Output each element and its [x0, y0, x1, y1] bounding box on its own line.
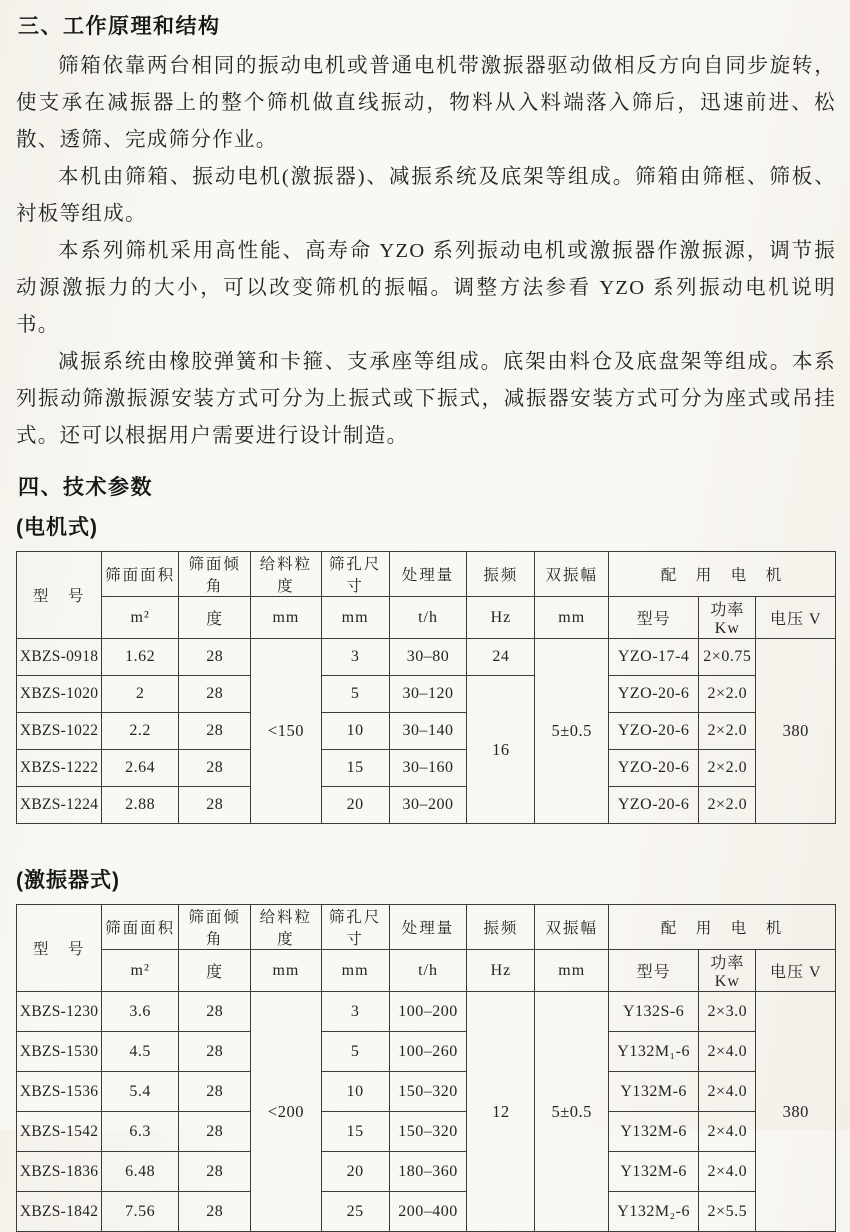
cell-motor-power: 2×4.0 [699, 1152, 756, 1192]
col-header-model: 型 号 [17, 905, 102, 992]
table-row [17, 1192, 836, 1232]
col-header-motor-power: 功率 Kw [699, 950, 756, 992]
cell-model: XBZS-1536 [17, 1072, 102, 1112]
col-header-hole-size: 筛孔尺寸 [321, 552, 389, 597]
table-row [17, 1072, 836, 1112]
cell-angle: 28 [179, 676, 251, 713]
cell-area: 6.48 [102, 1152, 179, 1192]
cell-feed-size-merged: <150 [251, 639, 321, 824]
header-row-1 [17, 905, 836, 950]
cell-hole: 15 [321, 1112, 389, 1152]
col-header-amplitude: 双振幅 [535, 552, 609, 597]
cell-motor-model: Y132M-6 [609, 1072, 699, 1112]
cell-model: XBZS-1542 [17, 1112, 102, 1152]
cell-hole: 20 [321, 1152, 389, 1192]
section3-heading: 三、工作原理和结构 [18, 15, 221, 38]
section4-heading: 四、技术参数 [18, 476, 153, 499]
table-row [17, 676, 836, 713]
col-header-screen-area: 筛面面积 [102, 552, 179, 597]
cell-motor-model: Y132M₂-6 [609, 1192, 699, 1232]
cell-capacity: 30–120 [389, 676, 467, 713]
cell-area: 2.64 [102, 750, 179, 787]
cell-hole: 20 [321, 787, 389, 824]
cell-motor-power: 2×2.0 [699, 750, 756, 787]
cell-motor-power: 2×4.0 [699, 1112, 756, 1152]
col-header-motor-model: 型号 [609, 950, 699, 992]
cell-area: 5.4 [102, 1072, 179, 1112]
col-header-capacity: 处理量 [389, 905, 467, 950]
table-row [17, 787, 836, 824]
cell-frequency: 24 [467, 639, 535, 676]
unit-frequency: Hz [467, 597, 535, 639]
cell-motor-power: 2×2.0 [699, 676, 756, 713]
exciter-type-label: (激振器式) [16, 869, 120, 892]
cell-frequency-merged: 16 [467, 676, 535, 824]
col-header-matched-motor: 配 用 电 机 [609, 552, 836, 597]
cell-area: 7.56 [102, 1192, 179, 1232]
cell-motor-power: 2×5.5 [699, 1192, 756, 1232]
cell-capacity: 30–140 [389, 713, 467, 750]
cell-model: XBZS-1530 [17, 1032, 102, 1072]
cell-capacity: 150–320 [389, 1072, 467, 1112]
cell-angle: 28 [179, 750, 251, 787]
header-row-2 [17, 597, 836, 639]
cell-angle: 28 [179, 639, 251, 676]
paragraph-working-principle: 筛箱依靠两台相同的振动电机或普通电机带激振器驱动做相反方向自同步旋转，使支承在减振器上的整个筛机做直线振动，物料从入料端落入筛后，迅速前进、松散、透筛、完成筛分作业。 [16, 55, 836, 151]
cell-voltage-merged: 380 [756, 639, 836, 824]
cell-model: XBZS-0918 [17, 639, 102, 676]
cell-frequency-merged: 12 [467, 992, 535, 1232]
unit-screen-area: m² [102, 950, 179, 992]
cell-area: 2 [102, 676, 179, 713]
table-row [17, 1112, 836, 1152]
cell-capacity: 200–400 [389, 1192, 467, 1232]
motor-type-spec-table [16, 551, 836, 824]
cell-hole: 5 [321, 676, 389, 713]
cell-capacity: 30–160 [389, 750, 467, 787]
unit-screen-area: m² [102, 597, 179, 639]
col-header-screen-angle: 筛面倾角 [179, 905, 251, 950]
cell-capacity: 100–260 [389, 1032, 467, 1072]
col-header-motor-power: 功率 Kw [699, 597, 756, 639]
col-header-motor-model: 型号 [609, 597, 699, 639]
cell-angle: 28 [179, 1032, 251, 1072]
col-header-screen-area: 筛面面积 [102, 905, 179, 950]
cell-hole: 10 [321, 1072, 389, 1112]
cell-angle: 28 [179, 713, 251, 750]
cell-model: XBZS-1020 [17, 676, 102, 713]
col-header-motor-voltage: 电压 V [756, 597, 836, 639]
cell-motor-model: Y132M-6 [609, 1112, 699, 1152]
cell-motor-model: Y132M₁-6 [609, 1032, 699, 1072]
unit-amplitude: mm [535, 597, 609, 639]
unit-hole-size: mm [321, 950, 389, 992]
cell-motor-power: 2×4.0 [699, 1032, 756, 1072]
col-header-hole-size: 筛孔尺寸 [321, 905, 389, 950]
exciter-type-spec-table [16, 904, 836, 1232]
cell-motor-model: YZO-20-6 [609, 676, 699, 713]
cell-motor-model: Y132M-6 [609, 1152, 699, 1192]
table-row [17, 1152, 836, 1192]
cell-angle: 28 [179, 1112, 251, 1152]
cell-area: 3.6 [102, 992, 179, 1032]
cell-amplitude-merged: 5±0.5 [535, 992, 609, 1232]
cell-capacity: 180–360 [389, 1152, 467, 1192]
cell-model: XBZS-1836 [17, 1152, 102, 1192]
unit-amplitude: mm [535, 950, 609, 992]
cell-motor-model: YZO-20-6 [609, 750, 699, 787]
cell-voltage-merged: 380 [756, 992, 836, 1232]
col-header-frequency: 振频 [467, 905, 535, 950]
cell-hole: 15 [321, 750, 389, 787]
paragraph-machine-composition: 本机由筛箱、振动电机(激振器)、减振系统及底架等组成。筛箱由筛框、筛板、衬板等组成。 [16, 166, 836, 225]
cell-motor-power: 2×2.0 [699, 713, 756, 750]
cell-capacity: 150–320 [389, 1112, 467, 1152]
cell-motor-model: YZO-20-6 [609, 787, 699, 824]
cell-capacity: 30–200 [389, 787, 467, 824]
unit-screen-angle: 度 [179, 597, 251, 639]
cell-area: 1.62 [102, 639, 179, 676]
unit-capacity: t/h [389, 950, 467, 992]
unit-screen-angle: 度 [179, 950, 251, 992]
cell-capacity: 100–200 [389, 992, 467, 1032]
col-header-screen-angle: 筛面倾角 [179, 552, 251, 597]
col-header-feed-size: 给料粒度 [251, 552, 321, 597]
col-header-model: 型 号 [17, 552, 102, 639]
col-header-feed-size: 给料粒度 [251, 905, 321, 950]
table-row [17, 1032, 836, 1072]
cell-angle: 28 [179, 1072, 251, 1112]
cell-model: XBZS-1230 [17, 992, 102, 1032]
unit-capacity: t/h [389, 597, 467, 639]
cell-feed-size-merged: <200 [251, 992, 321, 1232]
cell-hole: 25 [321, 1192, 389, 1232]
cell-hole: 5 [321, 1032, 389, 1072]
table-row [17, 639, 836, 676]
header-row-2 [17, 950, 836, 992]
cell-area: 2.88 [102, 787, 179, 824]
cell-angle: 28 [179, 992, 251, 1032]
cell-angle: 28 [179, 1192, 251, 1232]
cell-motor-model: YZO-17-4 [609, 639, 699, 676]
table-row [17, 750, 836, 787]
cell-motor-power: 2×0.75 [699, 639, 756, 676]
cell-angle: 28 [179, 1152, 251, 1192]
cell-motor-power: 2×2.0 [699, 787, 756, 824]
cell-motor-model: Y132S-6 [609, 992, 699, 1032]
cell-model: XBZS-1022 [17, 713, 102, 750]
cell-model: XBZS-1222 [17, 750, 102, 787]
cell-angle: 28 [179, 787, 251, 824]
cell-hole: 3 [321, 992, 389, 1032]
col-header-frequency: 振频 [467, 552, 535, 597]
cell-motor-power: 2×3.0 [699, 992, 756, 1032]
cell-area: 6.3 [102, 1112, 179, 1152]
motor-type-label: (电机式) [16, 516, 98, 539]
cell-motor-power: 2×4.0 [699, 1072, 756, 1112]
cell-model: XBZS-1224 [17, 787, 102, 824]
cell-motor-model: YZO-20-6 [609, 713, 699, 750]
unit-frequency: Hz [467, 950, 535, 992]
cell-amplitude-merged: 5±0.5 [535, 639, 609, 824]
paragraph-vibration-source: 本系列筛机采用高性能、高寿命 YZO 系列振动电机或激振器作激振源，调节振动源激振力的大小，可以改变筛机的振幅。调整方法参看 YZO 系列振动电机说明书。 [16, 240, 836, 336]
unit-feed-size: mm [251, 597, 321, 639]
table-row [17, 713, 836, 750]
header-row-1 [17, 552, 836, 597]
col-header-motor-voltage: 电压 V [756, 950, 836, 992]
col-header-amplitude: 双振幅 [535, 905, 609, 950]
paragraph-damping-system: 减振系统由橡胶弹簧和卡箍、支承座等组成。底架由料仓及底盘架等组成。本系列振动筛激振源安装方式可分为上振式或下振式，减振器安装方式可分为座式或吊挂式。还可以根据用户需要进行设计制造。 [16, 351, 836, 447]
cell-hole: 3 [321, 639, 389, 676]
table-row [17, 992, 836, 1032]
col-header-capacity: 处理量 [389, 552, 467, 597]
col-header-matched-motor: 配 用 电 机 [609, 905, 836, 950]
cell-model: XBZS-1842 [17, 1192, 102, 1232]
unit-hole-size: mm [321, 597, 389, 639]
cell-hole: 10 [321, 713, 389, 750]
cell-area: 4.5 [102, 1032, 179, 1072]
unit-feed-size: mm [251, 950, 321, 992]
cell-area: 2.2 [102, 713, 179, 750]
cell-capacity: 30–80 [389, 639, 467, 676]
